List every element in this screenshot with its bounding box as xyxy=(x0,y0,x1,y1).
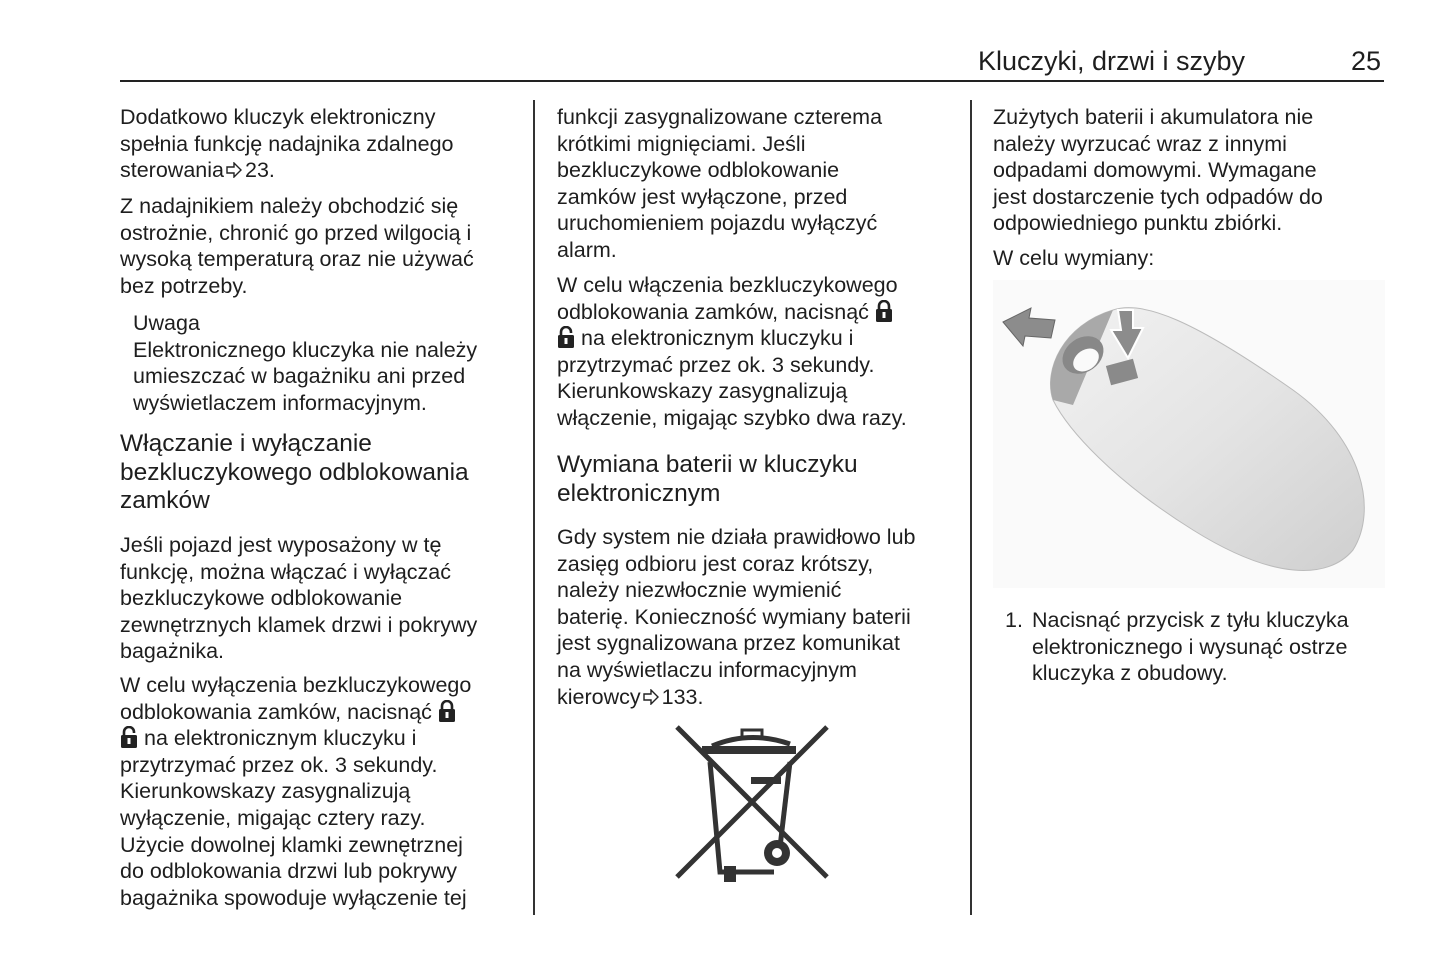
text-line: Nacisnąć przycisk z tyłu kluczyka xyxy=(1032,608,1349,632)
header-rule xyxy=(120,80,1384,82)
text-line xyxy=(120,157,454,184)
page-reference-link[interactable]: 133. xyxy=(661,684,704,709)
text-line: Kierunkowskazy zasygnalizują xyxy=(120,779,411,804)
text-line: zewnętrznych klamek drzwi i pokrywy xyxy=(120,612,478,637)
text-line: Dodatkowo kluczyk elektroniczny xyxy=(120,105,436,129)
paragraph xyxy=(557,104,882,264)
text-line xyxy=(120,699,471,726)
text-line: bezkluczykowe odblokowanie xyxy=(120,586,403,611)
paragraph xyxy=(557,524,916,710)
text-line: włączenie, migając szybko dwa razy. xyxy=(557,405,907,430)
text-line: krótkimi mignięciami. Jeśli xyxy=(557,131,806,156)
text-line: wysoką temperaturą oraz nie używać xyxy=(120,247,474,272)
numbered-list-item xyxy=(1005,607,1023,634)
paragraph xyxy=(120,532,477,665)
unlock-icon xyxy=(557,326,575,348)
text-line: odpowiedniego punktu zbiórki. xyxy=(993,211,1283,236)
text: odblokowania zamków, nacisnąć xyxy=(557,299,869,324)
text-line: zasięg odbioru jest coraz krótszy, xyxy=(557,551,874,576)
text-line: odpadami domowymi. Wymagane xyxy=(993,158,1317,183)
section-heading xyxy=(120,430,469,516)
text-line: funkcji zasygnalizowane czterema xyxy=(557,105,883,129)
text-line: W celu włączenia bezkluczykowego xyxy=(557,273,898,297)
text-line: na wyświetlaczu informacyjnym xyxy=(557,657,857,682)
text: kierowcy xyxy=(557,684,641,709)
text-line: funkcję, można włączać i wyłączać xyxy=(120,559,451,584)
text-line: przytrzymać przez ok. 3 sekundy. xyxy=(557,352,875,377)
text-line: ostrożnie, chronić go przed wilgocią i xyxy=(120,220,472,245)
heading-line: Wymiana baterii w kluczyku xyxy=(557,451,858,478)
column-divider xyxy=(533,100,535,915)
text-line: uruchomieniem pojazdu wyłączyć xyxy=(557,211,878,236)
heading-line: bezkluczykowego odblokowania xyxy=(120,458,469,486)
page-reference-arrow-icon xyxy=(643,689,659,705)
list-item-text xyxy=(1032,607,1349,687)
note-title: Uwaga xyxy=(133,311,200,335)
text-line: Elektronicznego kluczyka nie należy xyxy=(133,337,478,362)
text-line: bagażnika spowoduje wyłączenie tej xyxy=(120,885,467,910)
text-line: jest dostarczenie tych odpadów do xyxy=(993,184,1323,209)
text-line: elektronicznego i wysunąć ostrze xyxy=(1032,634,1348,659)
text-line: Jeśli pojazd jest wyposażony w tę xyxy=(120,533,442,557)
paragraph xyxy=(993,245,1154,272)
text-line: bagażnika. xyxy=(120,639,224,664)
heading-line: Włączanie i wyłączanie xyxy=(120,430,372,457)
text-line: Kierunkowskazy zasygnalizują xyxy=(557,379,848,404)
text-line: wyłączenie, migając cztery razy. xyxy=(120,805,426,830)
text-line: Gdy system nie działa prawidłowo lub xyxy=(557,525,916,549)
unlock-icon xyxy=(120,726,138,748)
crossed-out-bin-icon xyxy=(672,722,832,884)
text-line: Z nadajnikiem należy obchodzić się xyxy=(120,194,459,218)
paragraph xyxy=(120,104,454,184)
section-title: Kluczyki, drzwi i szyby xyxy=(978,46,1246,76)
text-line: bezkluczykowe odblokowanie xyxy=(557,158,840,183)
text-line: W celu wymiany: xyxy=(993,246,1155,270)
paragraph xyxy=(557,272,907,432)
text: na elektronicznym kluczyku i xyxy=(580,326,854,351)
lock-icon xyxy=(438,700,456,722)
text: odblokowania zamków, nacisnąć xyxy=(120,699,432,724)
text-line: jest sygnalizowana przez komunikat xyxy=(557,631,900,656)
text-line: przytrzymać przez ok. 3 sekundy. xyxy=(120,752,438,777)
note-box xyxy=(133,310,477,416)
text-line: W celu wyłączenia bezkluczykowego xyxy=(120,673,472,697)
paragraph xyxy=(993,104,1323,237)
text-line: należy niezwłocznie wymienić xyxy=(557,578,842,603)
text-line: kluczyka z obudowy. xyxy=(1032,661,1228,686)
text-line: alarm. xyxy=(557,237,617,262)
text-line xyxy=(557,325,907,352)
page-reference-link[interactable]: 23. xyxy=(244,158,275,183)
text-line xyxy=(120,725,471,752)
page-number: 25 xyxy=(1351,46,1382,76)
heading-line: zamków xyxy=(120,487,210,514)
electronic-key-illustration xyxy=(993,280,1385,588)
paragraph xyxy=(120,672,471,911)
text-line: wyświetlaczem informacyjnym. xyxy=(133,390,427,415)
text-line: bez potrzeby. xyxy=(120,273,248,298)
column-divider xyxy=(970,100,972,915)
page-reference-arrow-icon xyxy=(226,162,242,178)
text-line: Użycie dowolnej klamki zewnętrznej xyxy=(120,832,463,857)
text: sterowania xyxy=(120,158,224,183)
paragraph xyxy=(120,193,474,299)
text-line: spełnia funkcję nadajnika zdalnego xyxy=(120,131,454,156)
text-line: do odblokowania drzwi lub pokrywy xyxy=(120,859,458,884)
heading-line: elektronicznym xyxy=(557,479,721,507)
text-line: zamków jest wyłączone, przed xyxy=(557,184,848,209)
list-number: 1. xyxy=(1005,608,1023,632)
text-line: Zużytych baterii i akumulatora nie xyxy=(993,105,1314,129)
text-line: umieszczać w bagażniku ani przed xyxy=(133,364,466,389)
text-line: baterię. Konieczność wymiany baterii xyxy=(557,604,911,629)
lock-icon xyxy=(875,300,893,322)
text-line: należy wyrzucać wraz z innymi xyxy=(993,131,1287,156)
text: na elektronicznym kluczyku i xyxy=(143,726,417,751)
section-heading xyxy=(557,451,858,508)
text-line xyxy=(557,684,916,711)
text-line xyxy=(557,299,907,326)
